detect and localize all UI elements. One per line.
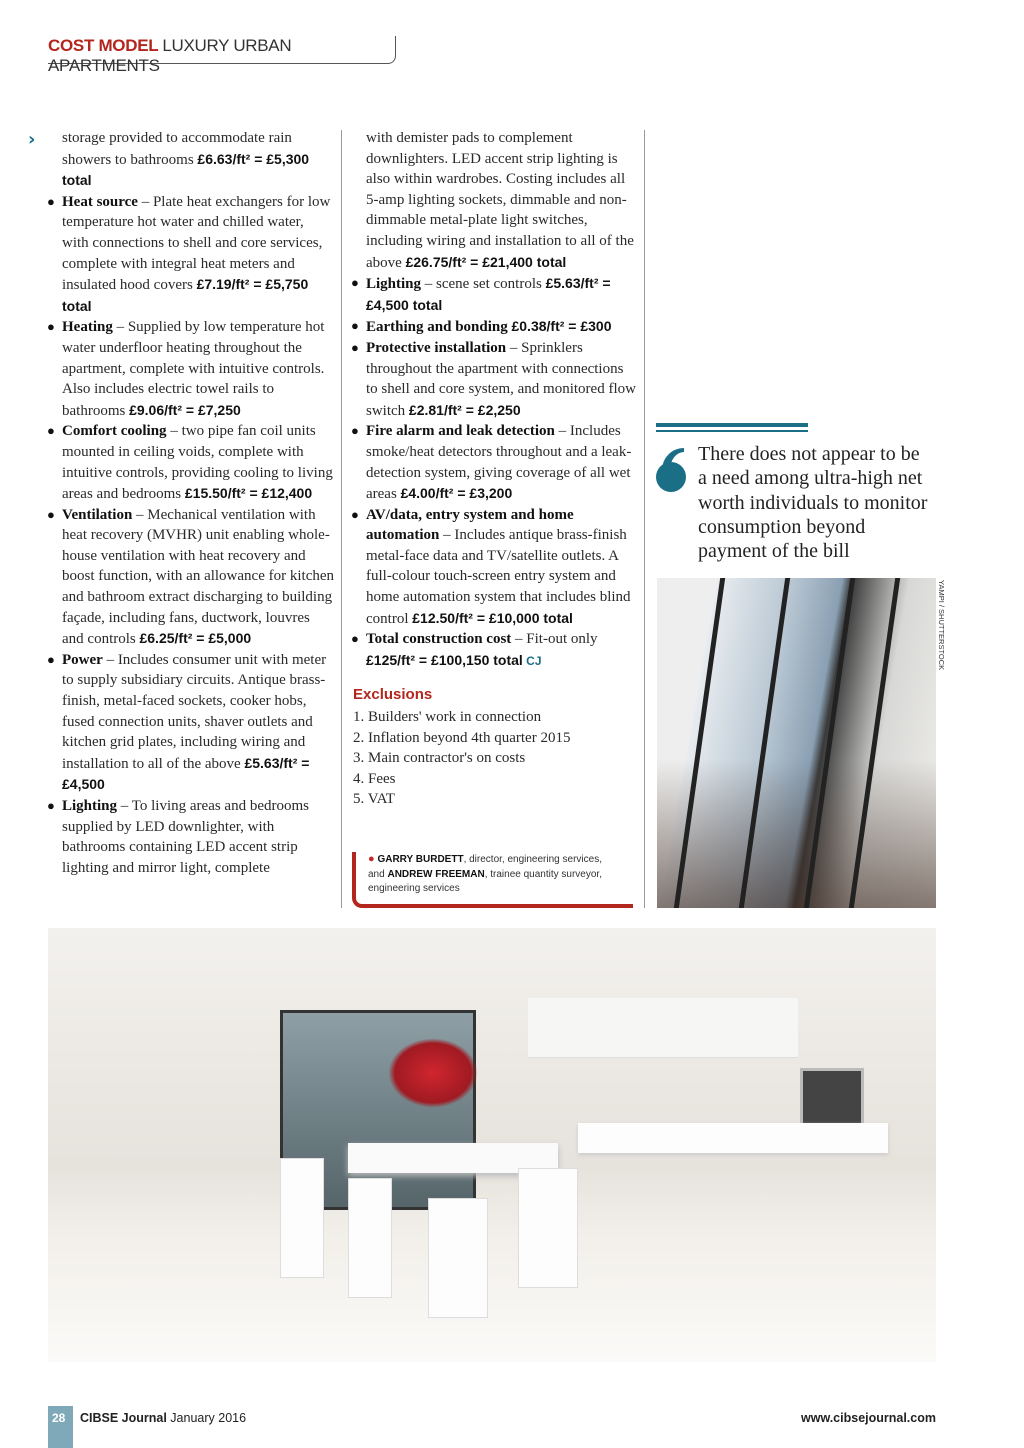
section-header <box>48 36 396 75</box>
item-text: with demister pads to complement downlighters. LED accent strip lighting is also within wardrobes. Costing includes all 5-amp lighting sockets, dimmable and non-dimmable metal-plate light switches, including wiring and installation to all of the above <box>366 130 634 271</box>
kitchen-dining-photo <box>48 928 936 1362</box>
item-text: – scene set controls <box>421 276 546 293</box>
cost-value: £15.50/ft² = £12,400 <box>184 485 313 502</box>
item-label: AV/data, entry system and home automation <box>366 506 574 544</box>
item-label: Comfort cooling <box>62 423 167 440</box>
item-text: – Supplied by low temperature hot water underfloor heating throughout the apartment, complete with intuitive controls. Also includes electric towel rails to bathrooms <box>62 319 325 419</box>
cost-item <box>62 796 334 878</box>
item-text: – To living areas and bedrooms supplied by LED downlighter, with bathrooms containing LED accent strip lighting and mirror light, complete <box>62 798 309 876</box>
article-column-1 <box>62 128 334 878</box>
article-column-2 <box>366 128 636 671</box>
item-label: Power <box>62 651 103 668</box>
item-label: Lighting <box>62 798 118 814</box>
journal-name: CIBSE Journal <box>80 1411 167 1425</box>
item-text: – Includes smoke/heat detectors throughout and a leak-detection system, giving coverage of all wet areas <box>366 423 632 503</box>
column-divider <box>341 130 342 908</box>
exclusions-list <box>353 707 570 810</box>
cost-item <box>62 192 334 318</box>
item-text: – two pipe fan coil units mounted in ceiling voids, complete with intuitive controls, providing cooling to living areas and bedrooms <box>62 423 333 503</box>
byline-conjunction: and <box>368 868 388 880</box>
cost-value: £0.38/ft² = £300 <box>511 318 612 335</box>
cost-value: £2.81/ft² = £2,250 <box>408 401 521 418</box>
item-text: – Includes consumer unit with meter to supply subsidiary circuits. Antique brass-finish, metal-faced sockets, cooker hobs, fused connection units, shaver outlets and kitchen grid plates, including wiring and installation to all of the above <box>62 651 327 772</box>
issue-date: January 2016 <box>166 1411 247 1425</box>
page-number: 28 <box>52 1411 66 1425</box>
item-label: Heat source <box>62 193 138 210</box>
cost-item <box>366 316 636 338</box>
cost-item <box>62 421 334 504</box>
item-label: Heating <box>62 319 113 336</box>
penthouse-photo <box>657 578 936 908</box>
item-text: storage provided to accommodate rain showers to bathrooms <box>62 130 292 168</box>
exclusion-item: 1. Builders' work in connection <box>353 709 542 725</box>
cost-item <box>366 629 636 671</box>
pull-quote: There does not appear to be a need among ultra-high net worth individuals to monitor consumption beyond payment of the bill <box>698 443 928 563</box>
cost-value: £6.25/ft² = £5,000 <box>139 630 252 647</box>
exclusion-item: 2. Inflation beyond 4th quarter 2015 <box>353 729 571 746</box>
item-label: Earthing and bonding <box>366 319 512 336</box>
cost-value: £12.50/ft² = £10,000 total <box>412 609 573 626</box>
author-byline <box>352 852 633 908</box>
cost-value: £7.19/ft² = £5,750 total <box>62 276 309 314</box>
cost-value: £5.63/ft² = £4,500 <box>62 754 310 793</box>
cost-item <box>366 273 636 316</box>
pull-quote-rule <box>656 430 808 432</box>
item-label: Ventilation <box>62 506 133 523</box>
cost-item <box>62 505 334 650</box>
quote-mark-icon <box>656 448 688 492</box>
end-mark: CJ <box>522 653 542 668</box>
item-text: – Fit-out only <box>511 631 598 648</box>
item-label: Lighting <box>366 276 422 293</box>
bullet-icon: ● <box>368 853 375 865</box>
exclusion-item: 5. VAT <box>353 791 395 808</box>
section-title: LUXURY URBAN APARTMENTS <box>48 36 292 75</box>
pull-quote-rule <box>656 423 808 427</box>
continue-arrow-icon: › <box>28 129 36 150</box>
cost-value: £9.06/ft² = £7,250 <box>129 401 241 418</box>
author-role: , director, engineering services, <box>463 854 602 865</box>
item-text: – Mechanical ventilation with heat recovery (MVHR) unit enabling whole-house ventilation with heat recovery and boost function, with an allowance for kitchen and bathroom extract discharging to building façade, including fans, ductwork, louvres and controls <box>62 506 335 648</box>
column-divider <box>644 130 645 908</box>
cost-value: £4.00/ft² = £3,200 <box>400 485 513 502</box>
item-label: Total construction cost <box>366 631 512 648</box>
item-label: Fire alarm and leak detection <box>366 423 555 440</box>
cost-item <box>366 128 636 273</box>
exclusion-item: 4. Fees <box>353 770 396 787</box>
cost-value: £5.63/ft² = £4,500 total <box>366 275 611 313</box>
author-name: GARRY BURDETT <box>377 854 464 865</box>
cost-item <box>62 128 334 192</box>
section-label: COST MODEL <box>48 36 159 55</box>
cost-item <box>366 505 636 630</box>
cost-item <box>62 650 334 796</box>
cost-value: £6.63/ft² = £5,300 total <box>62 150 310 189</box>
item-text: – Sprinklers throughout the apartment with connections to shell and core system, and monitored flow switch <box>366 339 636 419</box>
photo-credit: YAMPI / SHUTTERSTOCK <box>937 580 946 671</box>
website-url[interactable]: www.cibsejournal.com <box>801 1411 936 1425</box>
exclusion-item: 3. Main contractor's on costs <box>353 750 526 767</box>
cost-item <box>366 421 636 504</box>
journal-info <box>80 1411 246 1425</box>
item-label: Protective installation <box>366 339 507 356</box>
author-role: , trainee quantity surveyor, engineering services <box>368 868 602 894</box>
cost-item <box>62 317 334 421</box>
item-text: – Plate heat exchangers for low temperature hot water and chilled water, with connections to shell and core services, complete with integral heat meters and insulated hood covers <box>62 193 331 294</box>
exclusions-heading: Exclusions <box>353 686 433 703</box>
cost-value: £26.75/ft² = £21,400 total <box>405 253 567 270</box>
item-text: – Includes antique brass-finish metal-face data and TV/satellite outlets. A full-colour touch-screen entry system and home automation system that includes blind control <box>366 527 631 627</box>
author-name: ANDREW FREEMAN <box>387 868 485 880</box>
cost-item <box>366 338 636 421</box>
cost-value: £125/ft² = £100,150 total <box>366 651 523 668</box>
